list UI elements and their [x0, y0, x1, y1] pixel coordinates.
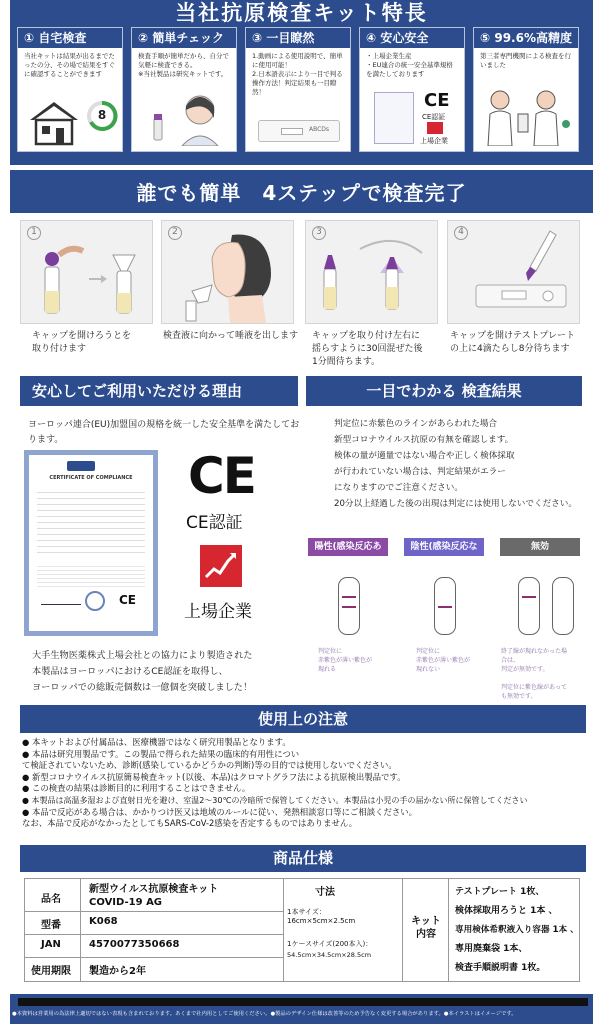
results-text: 判定位に赤紫色のラインがあらわれた場合 新型コロナウイルス抗原の有無を確認します。 検体の量が適量ではない場合や正しく検体採取 が行われていない場合は、判定結果がエラー になりますのでご注意ください。 20分以上経過した後の出現は判定には使用しないでください。: [334, 419, 577, 509]
size-label: 寸法: [315, 887, 335, 898]
feature-label: ④ 安心安全: [360, 28, 464, 48]
feature-text: 第三者専門機関による検査を行いました: [480, 52, 571, 69]
notice-item: ● 本品は研究用製品です。この製品で得られた結果の臨床的有用性につい: [22, 748, 300, 759]
feature-card-safety: [359, 27, 465, 152]
spec-value: K068: [89, 916, 118, 927]
listed-company-caption: 上場企業: [420, 137, 448, 145]
step-caption-3: キャップを取り付け左右に 揺らすように30回混ぜた後 1分間待ちます。: [312, 331, 423, 367]
ce-caption: CE認証: [422, 113, 446, 121]
certificate-body: [37, 487, 145, 557]
feature-card-accuracy: [473, 27, 579, 152]
spit-into-funnel-illustration: [182, 229, 286, 323]
kit-item: 検査手順説明書 1枚。: [455, 963, 546, 973]
steps-title: 誰でも簡単 4ステップで検査完了: [136, 181, 467, 205]
spec-key: 品名: [41, 894, 61, 905]
spec-key: JAN: [41, 939, 61, 950]
notice-title: 使用上の注意: [257, 710, 348, 728]
notice-banner: [20, 705, 586, 733]
spec-value: 新型ウイルス抗原検査キット COVID-19 AG: [89, 884, 219, 908]
step-card-3: [305, 220, 438, 324]
cassette-window: [281, 128, 303, 135]
kit-item: 専用検体希釈液入り容器 1本 、: [455, 925, 579, 935]
certificate-signature: [41, 595, 81, 605]
spec-title: 商品仕様: [272, 849, 333, 867]
spec-value: 4570077350668: [89, 939, 180, 950]
timer-value: 8: [97, 108, 107, 122]
spec-value: 製造から2年: [89, 966, 146, 977]
footer-redaction: [18, 998, 588, 1006]
invalid-tag: 無効: [500, 538, 580, 556]
spec-value-divider: [25, 957, 283, 958]
certificate-title: CERTIFICATE OF COMPLIANCE: [49, 475, 133, 481]
spec-table: [24, 878, 580, 982]
notice-item: て検証されていないため、診断(感染しているかどうかの判断)等の目的では使用しないでください。: [22, 760, 397, 771]
notice-item: ● 本品で反応がある場合は、かかりつけ医又は地域のルールに従い、発熱相談窓口等にご相談ください。: [22, 806, 418, 817]
step-caption-2: 検査液に向かって唾液を出します: [163, 331, 299, 341]
woman-spitting-icon: [146, 88, 230, 146]
step-caption-4: キャップを開けテストプレート の上に4滴たらし8分待ちます: [450, 331, 576, 354]
spec-key: 型番: [41, 920, 61, 931]
results-title: 一目でわかる 検査結果: [366, 382, 522, 400]
notice-item: ● 本製品は高温多湿および直射日光を避け、室温2〜30℃の冷暗所で保管してください。本製品は小児の手の届かない所に保管してください: [22, 795, 528, 805]
ce-mark-large: CE: [188, 447, 255, 505]
listed-company-logo: [200, 545, 242, 587]
certificate-of-compliance: [24, 450, 158, 636]
control-line: [438, 606, 452, 608]
size-line: 1本サイズ：: [287, 908, 326, 916]
step-number: 2: [168, 226, 182, 240]
spec-value-divider: [25, 934, 283, 935]
lab-researchers-icon: [480, 84, 574, 146]
negative-tag: 陰性(感染反応なし): [404, 538, 484, 556]
certificate-seal: [85, 591, 105, 611]
footer-text: ●本資料は営業用の為法律上適切ではない表現も含まれております。あくまで社内用としてご使用ください。●製品のデザイン仕様は改善等のため予告なく変更する場合があります。●本イラストはイメージです。: [12, 1011, 517, 1017]
uncap-tube-illustration: [31, 237, 143, 321]
cassette-label: ABCDs: [309, 126, 330, 133]
step-caption-1: キャップを開けろうとを 取り付けます: [32, 331, 132, 354]
feature-card-home-test: [17, 27, 123, 152]
size-line: 54.5cm×34.5cm×28.5cm: [287, 951, 372, 959]
reason-title: 安心してご利用いただける理由: [32, 382, 243, 400]
notice-list: [22, 737, 596, 830]
negative-note: 判定位に 赤紫色が薄い紫色が 現れない: [416, 648, 471, 673]
kit-contents-label: キット 内容: [411, 916, 441, 940]
feature-label: ③ 一目瞭然: [246, 28, 350, 48]
spec-banner: [20, 845, 586, 872]
feature-text: ・上場企業生産 ・EU連合の統一安全基準規格を満たしております: [366, 52, 453, 78]
certificate-thumbnail: [374, 92, 414, 144]
reason-outro: 大手生物医薬株式上場会社との協力により製造された 本製品はヨーロッパにおけるCE認証を取得し、 ヨーロッパでの総販売個数は一億個を突破しました！: [32, 650, 253, 693]
notice-item: ● 新型コロナウイルス抗原簡易検査キット(以後、本品)はクロマトグラフ法による抗原検出製品です。: [22, 771, 406, 782]
certificate-text-block: [37, 563, 145, 589]
ce-mark: CE: [424, 90, 450, 111]
shake-tube-illustration: [314, 229, 432, 319]
certificate-ce-mark: CE: [119, 593, 137, 607]
feature-label: ⑤ 99.6%高精度: [474, 28, 578, 48]
positive-note: 判定位に 赤紫色が薄い紫色が 現れる: [318, 648, 373, 673]
reason-intro: ヨーロッパ連合(EU)加盟国の規格を統一した安全基準を満たしております。: [28, 420, 300, 445]
negative-cassette: [434, 577, 456, 635]
step-number: 1: [27, 226, 41, 240]
feature-label: ① 自宅検査: [18, 28, 122, 48]
kit-item: テストプレート 1枚、: [455, 887, 545, 897]
footer-bar: [10, 994, 593, 1024]
spec-value-divider: [25, 911, 283, 912]
house-icon: [26, 98, 82, 146]
certificate-logo: [67, 461, 95, 471]
notice-item: ● 本キットおよび付属品は、医療機器ではなく研究用製品となります。: [22, 737, 291, 747]
step-number: 3: [312, 226, 326, 240]
kit-item: 専用廃棄袋 1本、: [455, 944, 528, 954]
positive-cassette: [338, 577, 360, 635]
feature-text: 検査手順が簡単だから、自分で気軽に検査できる。 ※当社製品は研究キットです。: [138, 52, 229, 78]
listed-company-label: 上場企業: [184, 602, 252, 622]
results-heading: [306, 376, 582, 406]
features-title: 当社抗原検査キット特長: [175, 1, 428, 25]
notice-item: なお、本品で反応がなかったとしてもSARS-CoV-2感染を否定するものではありません。: [22, 818, 358, 829]
test-line: [342, 606, 356, 608]
spec-key: 使用期限: [31, 966, 71, 977]
feature-card-easy-check: [131, 27, 237, 152]
ce-certification-label: CE認証: [186, 513, 243, 533]
feature-card-clear-result: [245, 27, 351, 152]
test-cassette-image: [258, 120, 340, 142]
positive-tag: 陽性(感染反応あり): [308, 538, 388, 556]
reason-heading: [20, 376, 298, 406]
kit-contents-list: [455, 883, 579, 978]
step-card-1: [20, 220, 153, 324]
feature-text: 当社キットは結果が出るまでたったの分、その場で結果をすぐに確認することができます: [24, 52, 115, 78]
invalid-note: 終了線が現れなかった場 合は、 判定が無効です。 判定位に紫色線があって も無効です。: [501, 648, 568, 700]
size-line: 16cm×5cm×2.5cm: [287, 917, 356, 925]
control-line: [342, 596, 356, 598]
feature-text: 1.動画による使用説明で、簡単に使用可能！ 2.日本語表示により一目で判る操作方法！判定結果も一目瞭然！: [252, 52, 343, 96]
notice-item: ● この検査の結果は診断目的に利用することはできません。: [22, 783, 251, 794]
step-card-4: [447, 220, 580, 324]
steps-banner: [10, 173, 593, 213]
kit-item: 検体採取用ろうと 1本 、: [455, 906, 558, 916]
chart-logo-icon: [427, 122, 443, 134]
invalid-cassette-a: [518, 577, 540, 635]
upward-chart-icon: [200, 545, 242, 587]
size-line: 1ケースサイズ(200本入)：: [287, 940, 373, 948]
drop-onto-plate-illustration: [456, 229, 574, 319]
invalid-cassette-b: [552, 577, 574, 635]
feature-label: ② 簡単チェック: [132, 28, 236, 48]
spec-size-column: [283, 879, 403, 981]
test-line: [522, 596, 536, 598]
step-card-2: [161, 220, 294, 324]
step-number: 4: [454, 226, 468, 240]
